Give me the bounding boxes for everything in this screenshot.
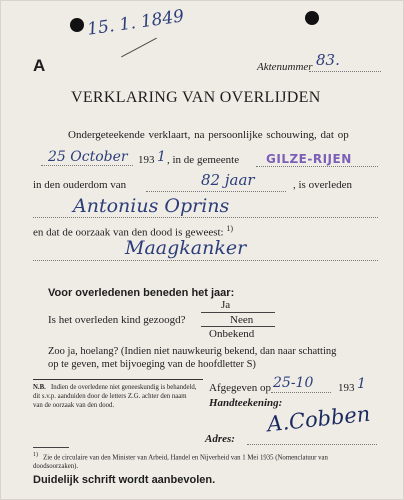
death-date-dots — [41, 165, 133, 166]
issued-year-suffix: 1 — [357, 376, 366, 392]
cause-dots — [33, 260, 378, 261]
note-text: Indien de overledene niet geneeskundig is behandeld, dit s.v.p. aanduiden door de letters Z.G. achter den naam van de oorzaak van den dood. — [33, 384, 197, 410]
age-prefix: in den ouderdom van — [33, 179, 127, 191]
address-dots — [247, 444, 377, 445]
issued-date-value: 25-10 — [273, 375, 314, 391]
option-onbekend: Onbekend — [209, 328, 255, 340]
infants-heading: Voor overledenen beneden het jaar: — [48, 287, 235, 299]
name-dots — [33, 217, 378, 218]
cause-label-text: en dat de oorzaak van den dood is geweest: — [33, 226, 224, 239]
akte-dots — [309, 71, 381, 72]
followup-line1: Zoo ja, hoelang? (Indien niet nauwkeurig bekend, dan naar schatting — [48, 346, 337, 357]
closing-text: Duidelijk schrift wordt aanbevolen. — [33, 474, 216, 486]
issued-date-dots — [271, 392, 331, 393]
options-divider-top — [201, 312, 275, 313]
address-label: Adres: — [205, 433, 235, 445]
signature-value: A.Cobben — [266, 401, 372, 437]
akte-label-text: Aktenummer — [257, 61, 313, 73]
option-ja: Ja — [221, 299, 231, 311]
gemeente-dots — [256, 166, 378, 167]
footnote-text: Zie de circulaire van den Minister van Arbeid, Handel en Nijverheid van 1 Mei 1935 (Nomenclatuur van doodsoorzaken). — [33, 454, 328, 471]
akte-label — [257, 61, 313, 73]
followup-line2: op te geven, met bijvoeging van de hoofdletter S) — [48, 359, 256, 370]
issued-year-prefix: 193 — [338, 382, 355, 394]
overleden-label: , is overleden — [293, 179, 352, 191]
note-block — [33, 383, 198, 411]
death-date-value: 25 October — [48, 149, 128, 165]
footnote-mark: 1) — [33, 452, 38, 458]
cause-footnote-mark: 1) — [226, 224, 234, 233]
death-year-suffix: 1 — [157, 149, 166, 165]
age-dots — [146, 191, 286, 192]
punch-hole-right — [305, 11, 319, 25]
signature-label: Handteekening: — [209, 397, 283, 409]
note-rule — [33, 379, 203, 380]
pencil-stroke — [121, 38, 157, 58]
punch-hole-left — [70, 18, 84, 32]
gemeente-stamp: GILZE-RIJEN — [266, 152, 352, 166]
gemeente-label: , in de gemeente — [167, 154, 240, 166]
cause-value: Maagkanker — [125, 237, 247, 259]
akte-value: 83. — [316, 51, 340, 69]
form-letter: A — [33, 56, 46, 75]
statement-line: Ondergeteekende verklaart, na persoonlijke schouwing, dat op — [68, 129, 349, 141]
footnote-block — [33, 451, 363, 471]
deceased-name: Antonius Oprins — [73, 195, 230, 217]
footnote-rule — [33, 447, 69, 448]
age-value: 82 jaar — [201, 171, 255, 189]
note-nb: N.B. — [33, 384, 46, 391]
handwritten-date: 15. 1. 1849 — [86, 6, 186, 40]
options-divider-bottom — [201, 326, 275, 327]
infant-question: Is het overleden kind gezoogd? — [48, 314, 186, 326]
option-neen: Neen — [230, 314, 254, 326]
issued-label: Afgegeven op — [209, 382, 272, 394]
death-year-prefix: 193 — [138, 154, 155, 166]
page-title: VERKLARING VAN OVERLIJDEN — [71, 89, 321, 106]
